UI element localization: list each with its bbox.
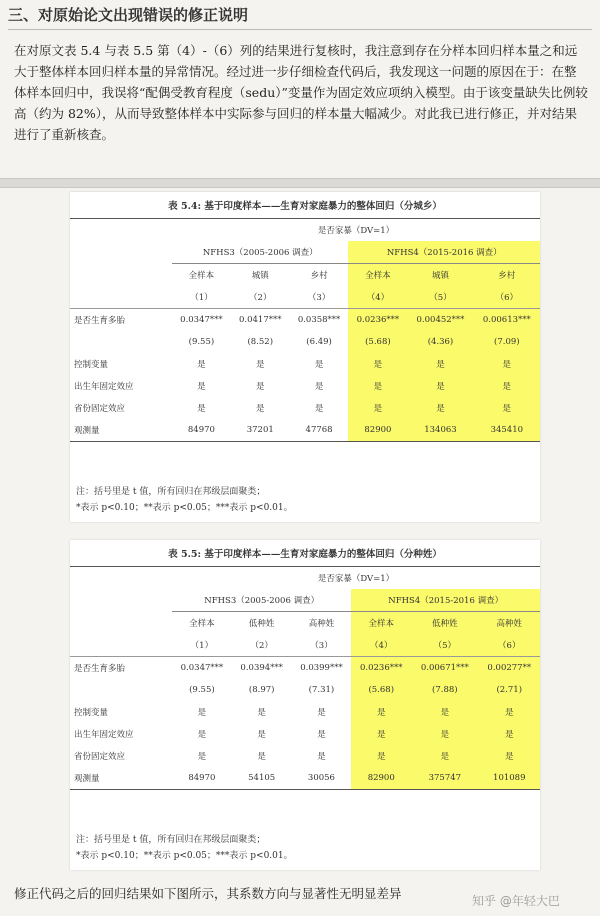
table-5-4-image bbox=[70, 192, 540, 522]
obs-cell: 30056 bbox=[292, 767, 352, 790]
table-note: 注：括号里是 t 值，所有回归在邦级层面聚类； bbox=[76, 835, 266, 845]
col-header: 全样本 bbox=[188, 271, 215, 281]
row-label-coef: 是否生育多胎 bbox=[70, 657, 172, 680]
yes-cell: 是 bbox=[474, 397, 540, 419]
table-significance-note: *表示 p<0.10；**表示 p<0.05；***表示 p<0.01。 bbox=[76, 503, 293, 513]
yes-cell: 是 bbox=[257, 752, 266, 762]
table-title: 表 5.5: 基于印度样本——生育对家庭暴力的整体回归（分种姓） bbox=[168, 549, 442, 560]
col-header: 全样本 bbox=[348, 264, 407, 287]
regression-table bbox=[70, 218, 540, 442]
dv-header: 是否家暴（DV=1） bbox=[172, 219, 540, 242]
yes-cell: 是 bbox=[197, 404, 206, 414]
row-label-prov-fe: 省份固定效应 bbox=[74, 404, 126, 414]
obs-cell: 134063 bbox=[407, 419, 473, 442]
yes-cell: 是 bbox=[407, 375, 473, 397]
yes-cell: 是 bbox=[479, 745, 540, 767]
row-label-obs: 观测量 bbox=[70, 419, 172, 442]
yes-cell: 是 bbox=[317, 708, 326, 718]
coef-cell: 0.00613*** bbox=[474, 309, 540, 332]
col-header: 高种姓 bbox=[308, 619, 335, 629]
tval-cell: (7.09) bbox=[474, 331, 540, 353]
yes-cell: 是 bbox=[474, 375, 540, 397]
section-title: 三、对原始论文出现错误的修正说明 bbox=[8, 4, 592, 30]
group-header-nfhs3: NFHS3（2005-2006 调查） bbox=[172, 589, 351, 612]
tval-cell: (8.97) bbox=[248, 685, 275, 695]
tval-cell: (6.49) bbox=[306, 337, 332, 347]
coef-cell: 0.0394*** bbox=[232, 657, 292, 680]
col-number: （6） bbox=[474, 286, 540, 309]
coef-cell: 0.0358*** bbox=[290, 309, 349, 332]
col-header: 低种姓 bbox=[411, 612, 478, 635]
col-number: （1） bbox=[190, 293, 213, 303]
obs-cell: 54105 bbox=[232, 767, 292, 790]
coef-cell: 0.0236*** bbox=[348, 309, 407, 332]
yes-cell: 是 bbox=[257, 708, 266, 718]
coef-cell: 0.0417*** bbox=[231, 309, 290, 332]
obs-cell: 82900 bbox=[348, 419, 407, 442]
row-label-birth-fe: 出生年固定效应 bbox=[74, 730, 134, 740]
yes-cell: 是 bbox=[348, 353, 407, 375]
yes-cell: 是 bbox=[348, 397, 407, 419]
table-title: 表 5.4: 基于印度样本——生育对家庭暴力的整体回归（分城乡） bbox=[168, 201, 442, 212]
tval-cell: (4.36) bbox=[407, 331, 473, 353]
table-significance-note: *表示 p<0.10；**表示 p<0.05；***表示 p<0.01。 bbox=[76, 851, 293, 861]
yes-cell: 是 bbox=[255, 382, 265, 392]
yes-cell: 是 bbox=[407, 397, 473, 419]
yes-cell: 是 bbox=[197, 730, 207, 740]
col-header: 城镇 bbox=[407, 264, 473, 287]
yes-cell: 是 bbox=[314, 360, 324, 370]
obs-cell: 84970 bbox=[172, 767, 232, 790]
group-header-nfhs4: NFHS4（2015-2016 调查） bbox=[348, 241, 540, 264]
col-number: （4） bbox=[351, 634, 411, 657]
coef-cell: 0.0236*** bbox=[351, 657, 411, 680]
col-number: （4） bbox=[348, 286, 407, 309]
group-header-nfhs3: NFHS3（2005-2006 调查） bbox=[172, 241, 348, 264]
yes-cell: 是 bbox=[314, 382, 324, 392]
col-number: （3） bbox=[307, 293, 331, 303]
col-header: 乡村 bbox=[474, 264, 540, 287]
coef-cell: 0.00452*** bbox=[407, 309, 473, 332]
yes-cell: 是 bbox=[351, 745, 411, 767]
obs-cell: 47768 bbox=[290, 419, 349, 442]
row-label-controls: 控制变量 bbox=[74, 708, 109, 718]
coef-cell: 0.00671*** bbox=[411, 657, 478, 680]
col-number: （2） bbox=[249, 293, 272, 303]
col-number: （5） bbox=[411, 634, 478, 657]
col-number: （6） bbox=[479, 634, 540, 657]
tval-cell: (7.31) bbox=[308, 685, 335, 695]
yes-cell: 是 bbox=[479, 723, 540, 745]
section-divider bbox=[0, 178, 600, 188]
col-number: （5） bbox=[407, 286, 473, 309]
footer-paragraph: 修正代码之后的回归结果如下图所示，其系数方向与显著性无明显差异 bbox=[14, 886, 402, 901]
yes-cell: 是 bbox=[317, 730, 326, 740]
col-number: （3） bbox=[310, 641, 333, 651]
yes-cell: 是 bbox=[197, 360, 206, 370]
yes-cell: 是 bbox=[197, 752, 207, 762]
yes-cell: 是 bbox=[197, 382, 206, 392]
row-label-coef: 是否生育多胎 bbox=[70, 309, 172, 332]
group-header-nfhs4: NFHS4（2015-2016 调查） bbox=[351, 589, 540, 612]
tval-cell: (8.52) bbox=[247, 337, 274, 347]
col-header: 高种姓 bbox=[479, 612, 540, 635]
yes-cell: 是 bbox=[351, 701, 411, 723]
table-5-5-image bbox=[70, 540, 540, 870]
obs-cell: 345410 bbox=[474, 419, 540, 442]
coef-cell: 0.0347*** bbox=[172, 657, 232, 680]
row-label-obs: 观测量 bbox=[70, 767, 172, 790]
dv-header: 是否家暴（DV=1） bbox=[172, 567, 540, 590]
watermark: 知乎 @年轻大巴 bbox=[472, 894, 560, 908]
obs-cell: 37201 bbox=[231, 419, 290, 442]
coef-cell: 0.0347*** bbox=[172, 309, 231, 332]
col-header: 城镇 bbox=[251, 271, 269, 281]
coef-cell: 0.00277** bbox=[479, 657, 540, 680]
tval-cell: (9.55) bbox=[189, 685, 215, 695]
col-header: 乡村 bbox=[310, 271, 328, 281]
intro-paragraph: 在对原文表 5.4 与表 5.5 第（4）-（6）列的结果进行复核时，我注意到存在分样本回归样本量之和远大于整体样本回归样本量的异常情况。经过进一步仔细检查代码后，我发现这一问题的原因在于：在整体样本回归中，我误将“配偶受教育程度（sedu）”变量作为固定效应项纳入模型。由于该变量缺失比例较高（约为 82%），从而导致整体样本中实际参与回归的样本量大幅减少。对此我已进行修正，并对结果进行了重新核查。 bbox=[14, 43, 588, 142]
yes-cell: 是 bbox=[257, 730, 266, 740]
tval-cell: (2.71) bbox=[479, 679, 540, 701]
row-label-prov-fe: 省份固定效应 bbox=[74, 752, 126, 762]
obs-cell: 101089 bbox=[479, 767, 540, 790]
yes-cell: 是 bbox=[479, 701, 540, 723]
obs-cell: 84970 bbox=[172, 419, 231, 442]
col-number: （1） bbox=[190, 641, 214, 651]
obs-cell: 375747 bbox=[411, 767, 478, 790]
yes-cell: 是 bbox=[314, 404, 324, 414]
obs-cell: 82900 bbox=[351, 767, 411, 790]
yes-cell: 是 bbox=[197, 708, 207, 718]
row-label-birth-fe: 出生年固定效应 bbox=[74, 382, 134, 392]
yes-cell: 是 bbox=[351, 723, 411, 745]
table-note: 注：括号里是 t 值，所有回归在邦级层面聚类； bbox=[76, 487, 266, 497]
yes-cell: 是 bbox=[255, 404, 265, 414]
col-number: （2） bbox=[250, 641, 273, 651]
yes-cell: 是 bbox=[411, 723, 478, 745]
col-header: 低种姓 bbox=[248, 619, 275, 629]
yes-cell: 是 bbox=[411, 745, 478, 767]
yes-cell: 是 bbox=[317, 752, 326, 762]
yes-cell: 是 bbox=[474, 353, 540, 375]
yes-cell: 是 bbox=[411, 701, 478, 723]
row-label-controls: 控制变量 bbox=[74, 360, 109, 370]
col-header: 全样本 bbox=[351, 612, 411, 635]
tval-cell: (9.55) bbox=[188, 337, 215, 347]
yes-cell: 是 bbox=[255, 360, 265, 370]
tval-cell: (5.68) bbox=[351, 679, 411, 701]
tval-cell: (5.68) bbox=[348, 331, 407, 353]
yes-cell: 是 bbox=[348, 375, 407, 397]
coef-cell: 0.0399*** bbox=[292, 657, 352, 680]
regression-table bbox=[70, 566, 540, 790]
col-header: 全样本 bbox=[189, 619, 215, 629]
tval-cell: (7.88) bbox=[411, 679, 478, 701]
yes-cell: 是 bbox=[407, 353, 473, 375]
